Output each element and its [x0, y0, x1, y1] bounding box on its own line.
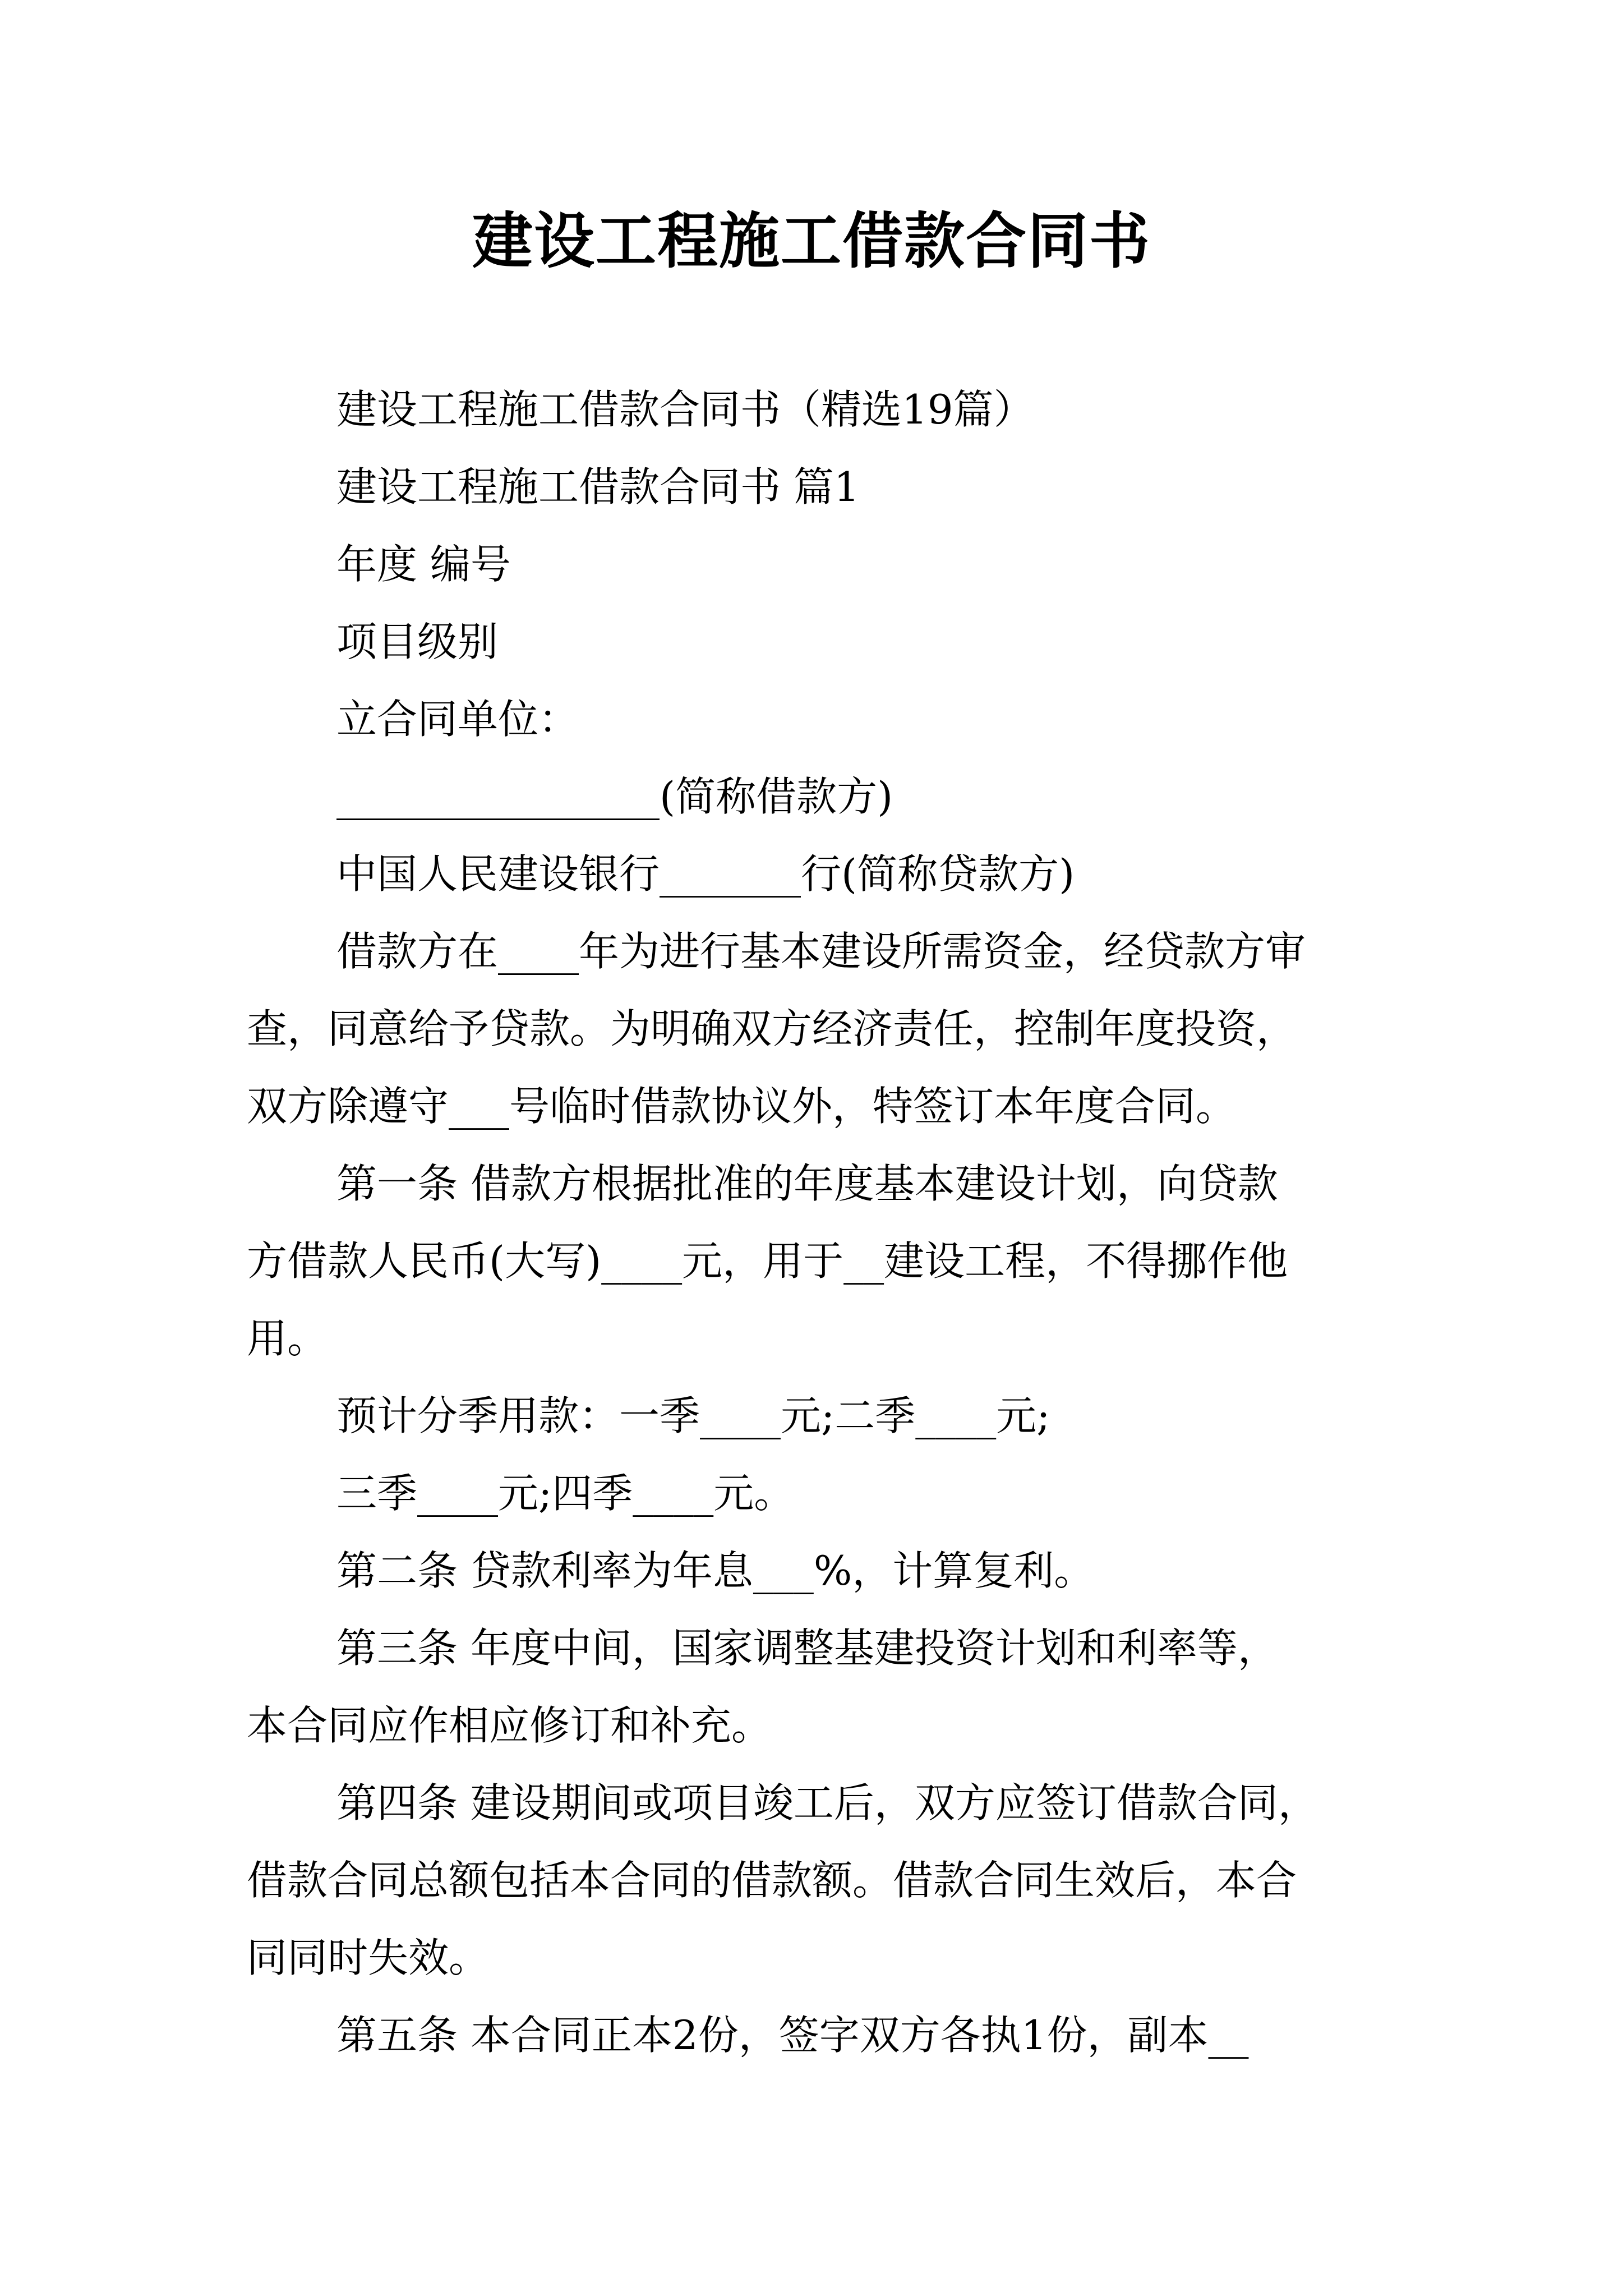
- paragraph-line: 借款方在____年为进行基本建设所需资金，经贷款方审: [336, 928, 1306, 975]
- article-1-line: 方借款人民币(大写)____元，用于__建设工程，不得挪作他: [247, 1237, 1288, 1285]
- paragraph-line: 查，同意给予贷款。为明确双方经济责任，控制年度投资，: [247, 1005, 1297, 1052]
- article-4-line: 同同时失效。: [247, 1934, 490, 1981]
- quarterly-plan-line: 预计分季用款：一季____元;二季____元;: [336, 1392, 1050, 1439]
- article-4-line: 借款合同总额包括本合同的借款额。借款合同生效后，本合: [247, 1857, 1297, 1904]
- section-heading: 建设工程施工借款合同书 篇1: [336, 463, 860, 510]
- article-1-line: 第一条 借款方根据批准的年度基本建设计划，向贷款: [336, 1160, 1278, 1207]
- document-title: 建设工程施工借款合同书: [472, 206, 1151, 277]
- article-2-line: 第二条 贷款利率为年息___%，计算复利。: [336, 1547, 1095, 1594]
- field-borrower: ________________(简称借款方): [336, 773, 893, 820]
- quarterly-plan-line: 三季____元;四季____元。: [336, 1470, 795, 1517]
- field-project-level: 项目级别: [336, 618, 499, 665]
- paragraph-line: 双方除遵守___号临时借款协议外，特签订本年度合同。: [247, 1083, 1237, 1130]
- field-lender: 中国人民建设银行_______行(简称贷款方): [336, 850, 1075, 898]
- article-3-line: 本合同应作相应修订和补充。: [247, 1702, 772, 1749]
- article-1-line: 用。: [247, 1315, 328, 1362]
- field-contract-parties: 立合同单位：: [336, 696, 579, 743]
- article-4-line: 第四条 建设期间或项目竣工后，双方应签订借款合同，: [336, 1779, 1318, 1826]
- field-year-number: 年度 编号: [336, 541, 511, 588]
- subtitle-line: 建设工程施工借款合同书（精选19篇）: [336, 386, 1034, 433]
- article-3-line: 第三条 年度中间，国家调整基建投资计划和利率等，: [336, 1625, 1278, 1672]
- article-5-line: 第五条 本合同正本2份，签字双方各执1份，副本__: [336, 2012, 1249, 2059]
